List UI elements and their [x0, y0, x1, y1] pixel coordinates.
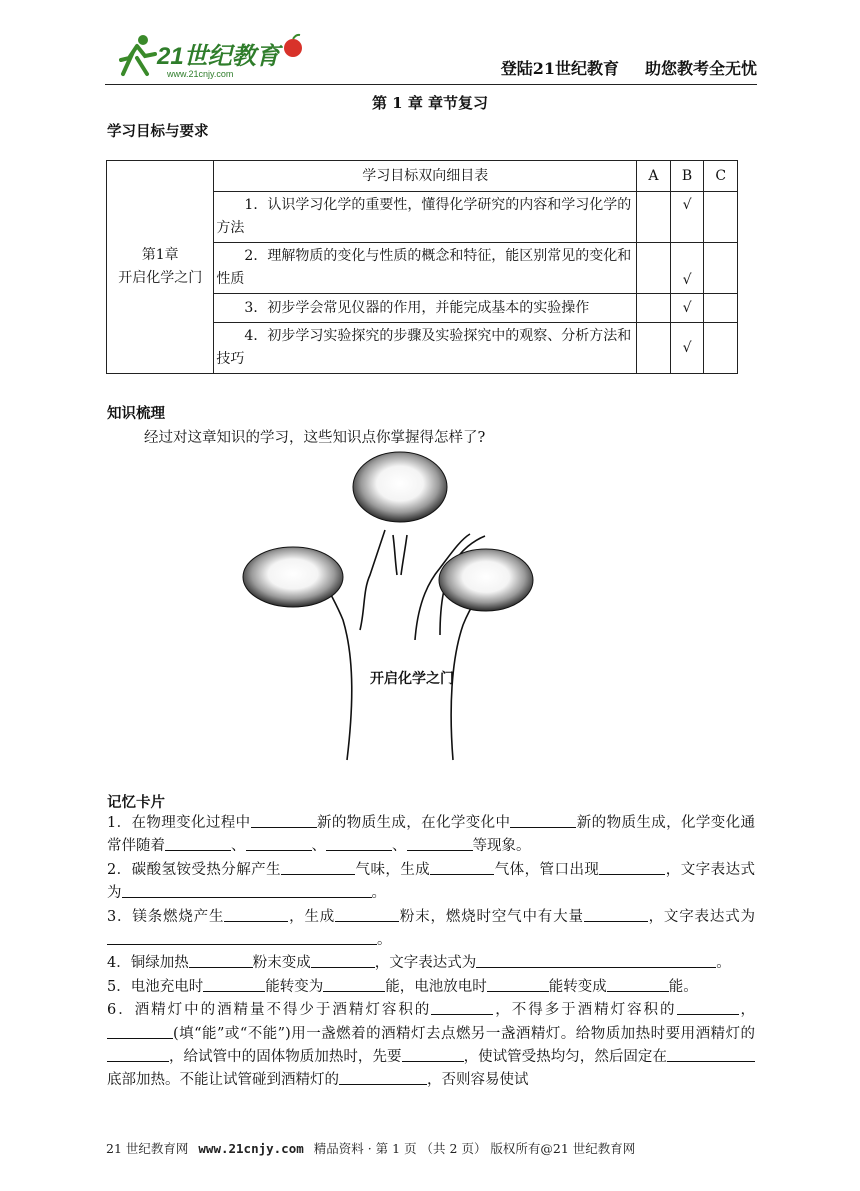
goals-table [106, 160, 738, 374]
answer-blank[interactable] [107, 1046, 169, 1062]
page-title: 第 1 章 章节复习 [371, 94, 489, 112]
left-knowledge-ball [243, 547, 343, 607]
page-footer [106, 1139, 635, 1157]
footer-left: 21 世纪教育网 [106, 1141, 189, 1156]
site-logo[interactable] [115, 30, 315, 80]
answer-blank[interactable] [281, 859, 355, 875]
slogan-tagline: 助您教考全无忧 [644, 59, 757, 78]
answer-blank[interactable] [487, 976, 549, 992]
answer-blank[interactable] [431, 999, 493, 1015]
answer-blank[interactable] [165, 835, 231, 851]
level-a [637, 323, 671, 374]
answer-blank[interactable] [323, 976, 385, 992]
card-question-4: 4．铜绿加热 粉末变成 ，文字表达式为 。 [107, 952, 755, 975]
knowledge-intro: 经过对这章知识的学习，这些知识点你掌握得怎样了? [144, 430, 486, 446]
card-question-2: 2．碳酸氢铵受热分解产生 气味，生成 气体，管口出现 ，文字表达式为 。 [107, 859, 755, 906]
answer-blank[interactable] [510, 812, 576, 828]
level-c [704, 243, 738, 294]
svg-text:www.21cnjy.com: www.21cnjy.com [167, 69, 234, 79]
answer-blank[interactable] [246, 835, 312, 851]
slogan-login[interactable]: 登陆21世纪教育 [500, 59, 619, 78]
goal-text: 4．初步学习实验探究的步骤及实验探究中的观察、分析方法和技巧 [214, 323, 637, 374]
goal-text: 2．理解物质的变化与性质的概念和特征，能区别常见的变化和性质 [214, 243, 637, 294]
level-c [704, 192, 738, 243]
footer-right: 精品资料 · 第 1 页 （共 2 页） 版权所有@21 世纪教育网 [313, 1141, 636, 1156]
header-slogan [501, 56, 757, 79]
page-header [105, 28, 757, 85]
answer-blank[interactable] [667, 1046, 755, 1062]
card-question-6: 6．酒精灯中的酒精量不得少于酒精灯容积的 ，不得多于酒精灯容积的 ，(填“能”或“不能”)用一盏燃着的酒精灯去点燃另一盏酒精灯。给物质加热时要用酒精灯的，给试管中的固体物质加热时，先要 ，使试管受热均匀，然后固定在底部加热。不能让试管碰到酒精灯的 ，否则容易使试 [107, 999, 755, 1093]
answer-blank[interactable] [584, 906, 648, 922]
right-knowledge-ball [439, 549, 533, 611]
table-header: 学习目标双向细目表 [214, 161, 637, 192]
answer-blank[interactable] [122, 882, 372, 898]
answer-blank[interactable] [326, 835, 392, 851]
table-header-row [107, 161, 738, 192]
answer-blank[interactable] [335, 906, 399, 922]
footer-site-link[interactable]: www.21cnjy.com [198, 1141, 304, 1156]
answer-blank[interactable] [251, 812, 317, 828]
goal-text: 1．认识学习化学的重要性，懂得化学研究的内容和学习化学的方法 [214, 192, 637, 243]
answer-blank[interactable] [311, 952, 375, 968]
level-a [637, 294, 671, 323]
level-a [637, 192, 671, 243]
tree-trunk-label: 开启化学之门 [370, 670, 454, 686]
top-knowledge-ball [353, 452, 447, 522]
section-heading-goals: 学习目标与要求 [107, 123, 209, 140]
chapter-cell [107, 161, 214, 374]
chapter-number: 第1章 [141, 247, 179, 263]
answer-blank[interactable] [107, 1023, 173, 1039]
answer-blank[interactable] [203, 976, 265, 992]
memory-cards [107, 812, 755, 1093]
answer-blank[interactable] [599, 859, 665, 875]
card-question-5: 5．电池充电时 能转变为 能，电池放电时 能转变成 能。 [107, 976, 755, 999]
level-a [637, 243, 671, 294]
col-b-header: B [670, 161, 704, 192]
level-c [704, 294, 738, 323]
goal-text: 3．初步学会常见仪器的作用，并能完成基本的实验操作 [214, 294, 637, 323]
col-c-header: C [704, 161, 738, 192]
answer-blank[interactable] [430, 859, 494, 875]
answer-blank[interactable] [189, 952, 253, 968]
knowledge-tree-diagram [235, 450, 535, 780]
level-b-check: √ [670, 323, 704, 374]
section-heading-cards: 记忆卡片 [107, 794, 165, 811]
section-heading-knowledge: 知识梳理 [107, 405, 165, 422]
answer-blank[interactable] [607, 976, 669, 992]
answer-blank[interactable] [224, 906, 288, 922]
answer-blank[interactable] [339, 1069, 427, 1085]
col-a-header: A [637, 161, 671, 192]
card-question-1: 1．在物理变化过程中 新的物质生成，在化学变化中 新的物质生成，化学变化通常伴随着 、 、 、 等现象。 [107, 812, 755, 859]
level-c [704, 323, 738, 374]
answer-blank[interactable] [476, 952, 716, 968]
level-b-check: √ [670, 243, 704, 294]
answer-blank[interactable] [402, 1046, 464, 1062]
card-question-3: 3．镁条燃烧产生 ，生成 粉末，燃烧时空气中有大量 ，文字表达式为。 [107, 906, 755, 953]
answer-blank[interactable] [407, 835, 473, 851]
level-b-check: √ [670, 192, 704, 243]
svg-text:21世纪教育: 21世纪教育 [157, 43, 280, 70]
answer-blank[interactable] [107, 929, 377, 945]
answer-blank[interactable] [677, 999, 739, 1015]
chapter-name: 开启化学之门 [118, 270, 203, 286]
level-b-check: √ [670, 294, 704, 323]
